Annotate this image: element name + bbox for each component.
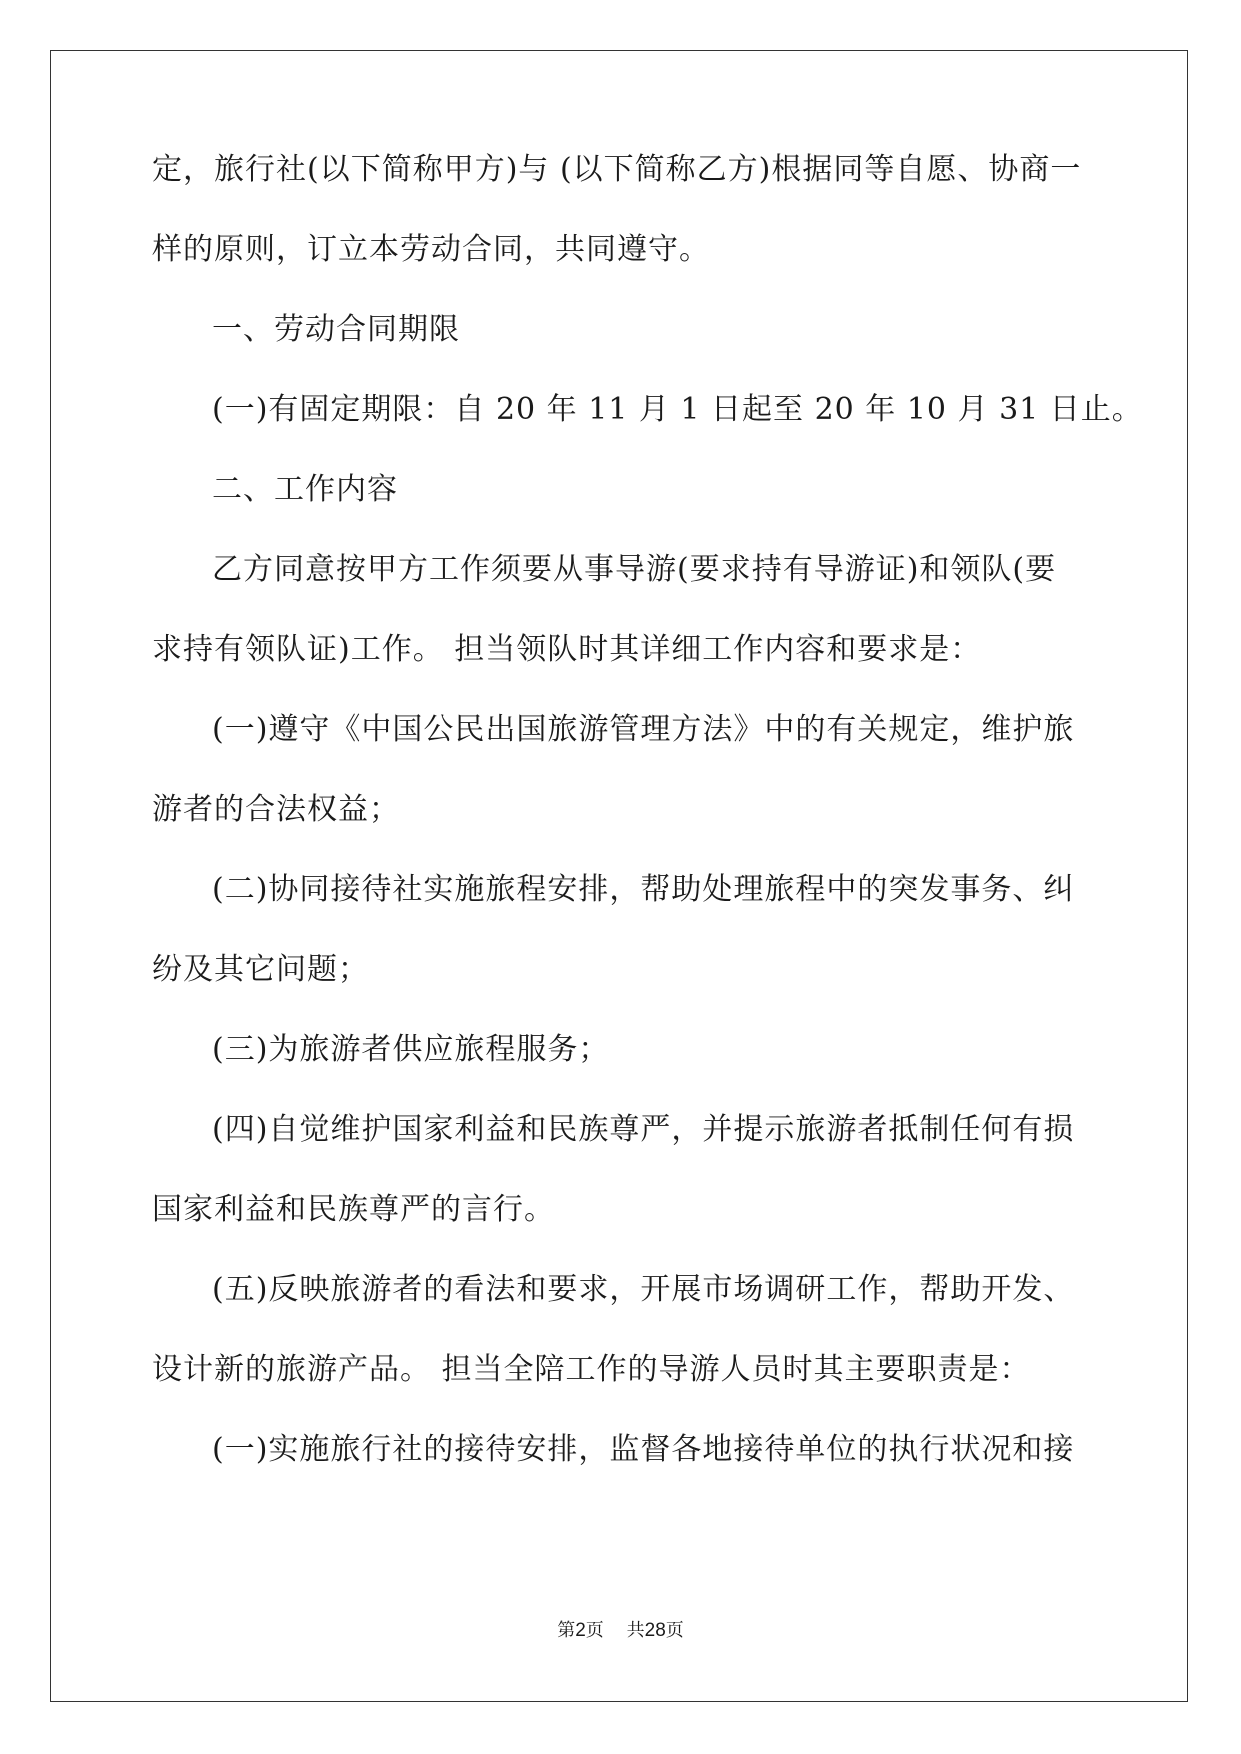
section-heading: 一、劳动合同期限 (212, 312, 460, 347)
text-line: 样的原则，订立本劳动合同，共同遵守。 (152, 232, 710, 267)
total-page-count: 28 (644, 1620, 666, 1641)
text-line: (四)自觉维护国家利益和民族尊严，并提示旅游者抵制任何有损 (212, 1112, 1075, 1147)
text-line: (一)遵守《中国公民出国旅游管理方法》中的有关规定，维护旅 (212, 712, 1075, 747)
text-line: (三)为旅游者供应旅程服务； (212, 1032, 610, 1067)
section-heading: 二、工作内容 (212, 472, 398, 507)
current-page-number: 2 (575, 1620, 586, 1641)
text-line: (一)有固定期限：自 20 年 11 月 1 日起至 20 年 10 月 31 日止。 (212, 392, 1143, 427)
text-line: 设计新的旅游产品。 担当全陪工作的导游人员时其主要职责是： (152, 1352, 1031, 1387)
document-body (152, 152, 1143, 1467)
text-line: 求持有领队证)工作。 担当领队时其详细工作内容和要求是： (152, 632, 982, 667)
text-line: 定，旅行社(以下简称甲方)与 (以下简称乙方)根据同等自愿、协商一 (152, 152, 1082, 187)
footer-total-prefix: 共 (626, 1620, 645, 1641)
text-line: (一)实施旅行社的接待安排，监督各地接待单位的执行状况和接 (212, 1432, 1075, 1467)
text-line: (五)反映旅游者的看法和要求，开展市场调研工作，帮助开发、 (212, 1272, 1075, 1307)
text-line: 乙方同意按甲方工作须要从事导游(要求持有导游证)和领队(要 (212, 552, 1057, 587)
footer-total-suffix: 页 (665, 1620, 684, 1641)
text-line: 游者的合法权益； (152, 792, 400, 827)
page-footer (0, 1622, 1241, 1640)
footer-prefix: 第 (557, 1620, 576, 1641)
footer-page-suffix: 页 (585, 1620, 604, 1641)
text-line: 纷及其它问题； (152, 952, 369, 987)
text-line: 国家利益和民族尊严的言行。 (152, 1192, 555, 1227)
text-line: (二)协同接待社实施旅程安排，帮助处理旅程中的突发事务、纠 (212, 872, 1075, 907)
